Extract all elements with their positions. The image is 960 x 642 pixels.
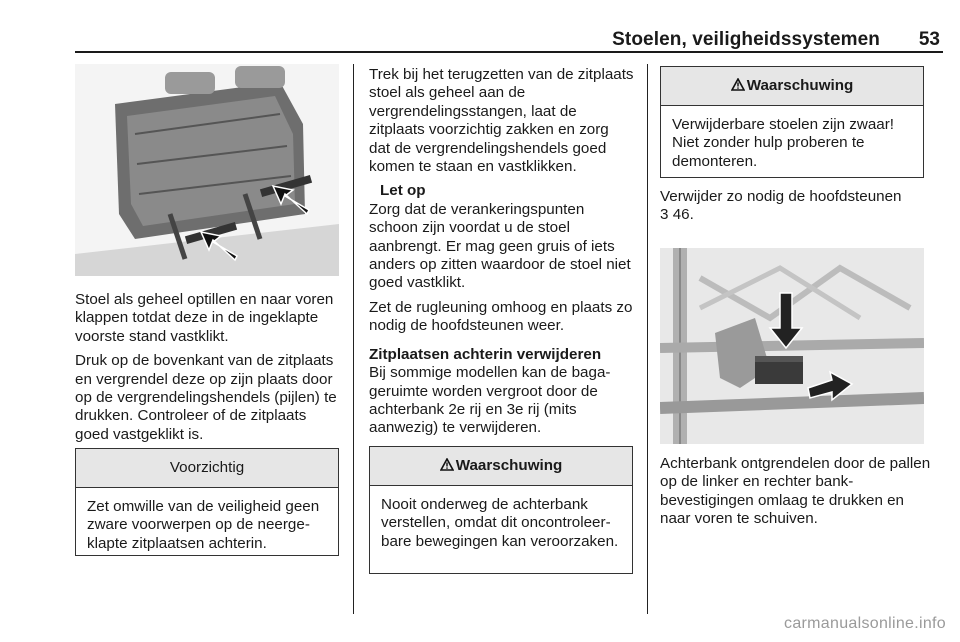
- warning-box-right: [660, 66, 924, 178]
- warning-heading: Waarschuwing: [370, 447, 632, 486]
- warning-text: Verwijderbare stoelen zijn zwaar! Niet zonder hulp proberen te demonteren.: [672, 116, 895, 170]
- warning-text: Nooit onderweg de achterbank verstellen, omdat dit oncontroleerbare bewegingen kan veroorzaken.: [381, 496, 619, 550]
- header-rule: [75, 51, 943, 53]
- paragraph: Trek bij het terugzetten van de zitplaats stoel als geheel aan de vergrendelingsstangen, laat de zitplaats voorzichtig zakken en zorg dat de vergrendelingshendels goed komen te staan en vastklikken.: [369, 66, 634, 176]
- running-header-title: Stoelen, veiligheidssystemen: [612, 29, 880, 50]
- paragraph: Druk op de bovenkant van de zitplaats en vergrendel deze op zijn plaats door op de vergrendelingshendels (pijlen) te drukken. Controleer of de zitplaats goed vastgeklikt is.: [75, 352, 337, 443]
- warning-heading: Waarschuwing: [661, 67, 923, 106]
- paragraph: Verwijder zo nodig de hoofdsteunen 3 46.: [660, 188, 902, 224]
- left-column-text: [75, 291, 340, 450]
- page-reference-icon: 3: [660, 206, 669, 224]
- page-reference: 46.: [672, 206, 694, 224]
- warning-triangle-icon: [731, 67, 745, 105]
- warning-triangle-icon: [440, 447, 454, 485]
- paragraph: Bij sommige modellen kan de bagageruimte worden vergroot door de achterbank 2e rij en 3e rij (mits aanwezig) te verwijderen.: [369, 364, 611, 437]
- warning-box-middle: [369, 446, 633, 574]
- seat-fold-figure: [75, 64, 339, 276]
- paragraph: Zet de rugleuning omhoog en plaats zo nodig de hoofdsteunen weer.: [369, 298, 633, 335]
- right-column-text-top: [660, 188, 932, 225]
- page-number: 53: [918, 29, 940, 50]
- caution-box: [75, 448, 339, 556]
- note-title: Let op: [380, 182, 426, 200]
- section-subheading: Zitplaatsen achterin verwijderen: [369, 345, 602, 363]
- column-divider-2: [647, 64, 648, 614]
- watermark: carmanualsonline.info: [784, 615, 946, 632]
- right-column-text-bottom: [660, 455, 935, 535]
- caution-heading: Voorzichtig: [76, 449, 338, 488]
- note-text: Zorg dat de verankeringspunten schoon zijn voordat u de stoel aanbrengt. Er mag geen gruis of iets anders op zitten waardoor de stoel niet goed vastklikt.: [369, 200, 631, 292]
- column-divider-1: [353, 64, 354, 614]
- seat-release-figure: [660, 248, 924, 444]
- paragraph: Stoel als geheel optillen en naar voren klappen totdat deze in de ingeklapte voorste stand vastklikt.: [75, 291, 334, 345]
- caution-text: Zet omwille van de veiligheid geen zware voorwerpen op de neergeklapte zitplaatsen achterin.: [87, 498, 320, 552]
- middle-column-text: [369, 66, 634, 444]
- paragraph: Achterbank ontgrendelen door de pallen op de linker en rechter bankbevestigingen omlaag te drukken en naar voren te schuiven.: [660, 455, 931, 528]
